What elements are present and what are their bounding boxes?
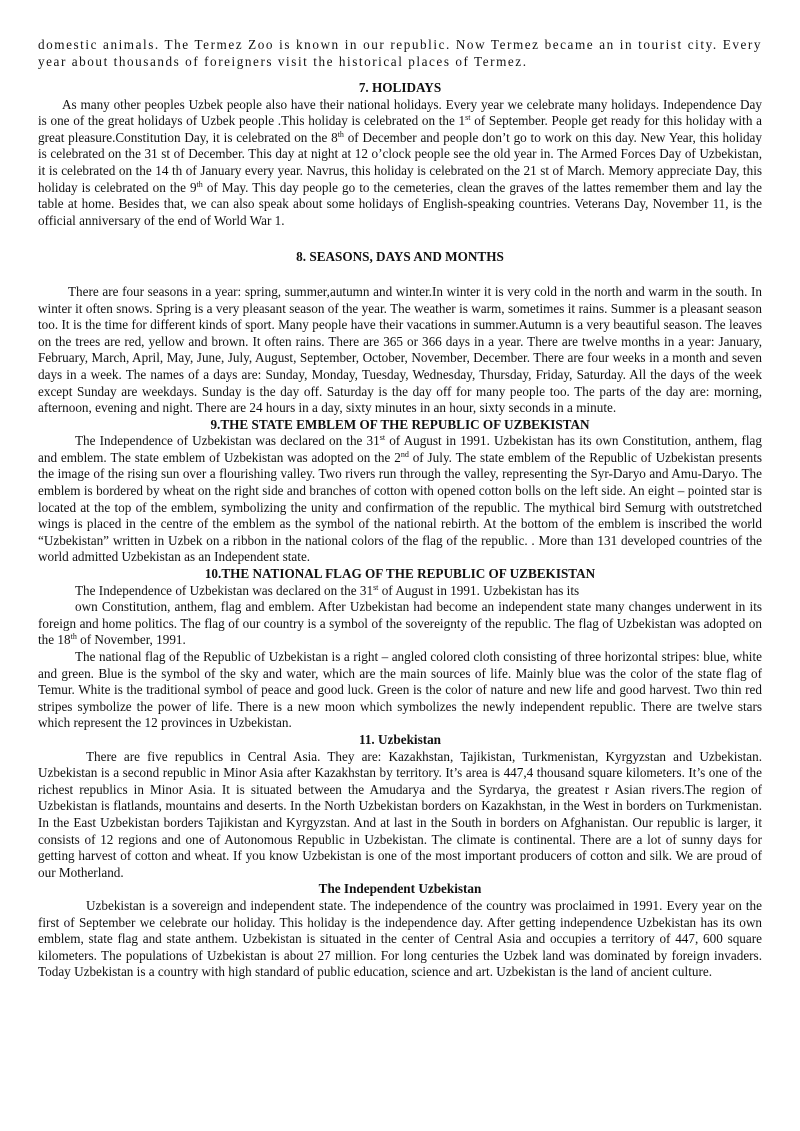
flag-paragraph-3: The national flag of the Republic of Uzbekistan is a right – angled colored cloth consisting of three horizontal stripes: blue, white and green. Blue is the symbol of the sky and water, which are the main sources of life. Mainly blue was the color of the state flag of Temur. White is the traditional symbol of peace and good luck. Green is the color of nature and new life and good harvest. Two thin red stripes symbolize the power of life. There is a new moon which symbolizes the newly independent republic. There are twelve stars which represent the 12 provinces in Uzbekistan.: [38, 649, 762, 731]
flag-sup-1: st: [373, 582, 379, 592]
independent-heading: The Independent Uzbekistan: [318, 881, 482, 897]
holidays-sup-2: th: [337, 129, 344, 139]
uzbekistan-paragraph: There are five republics in Central Asia. They are: Kazakhstan, Tajikistan, Turkmenistan, Kyrgyzstan and Uzbekistan. Uzbekistan is a second republic in Minor Asia after Kazakhstan by territory. It’s area is 447,4 thousand square kilometers. It’s one of the richest republics in Minor Asia. It is situated between the Amudarya and the Syrdarya, the greatest r Asian rivers.The region of Uzbekistan is flatlands, mountains and deserts. In the North Uzbekistan borders on Kazakhstan, in the West in borders on Turkmenistan. In the East Uzbekistan borders Tajikistan and Kyrgyzstan. And at last in the South in borders on Afghanistan. Our republic is larger, it consists of 12 regions and one of Autonomous Republic in Uzbekistan. The climate is continental. There are a lot of sunny days for getting harvest of cotton and wheat. If you know Uzbekistan is one of the most important producers of cotton and silk. We are proud of our Motherland.: [38, 748, 762, 880]
flag-paragraph-2: [38, 599, 762, 649]
independent-paragraph: Uzbekistan is a sovereign and independent state. The independence of the country was proclaimed in 1991. Every year on the first of September we celebrate our holiday. This holiday is the independence day. After getting independence Uzbekistan has its own emblem, state flag and state anthem. Uzbekistan is situated in the center of Central Asia and occupies a territory of 447, 600 square kilometers. The populations of Uzbekistan is about 27 million. For long centuries the Uzbek land was dominated by foreign invaders. Today Uzbekistan is a country with high standard of public education, science and art. Uzbekistan is the land of ancient culture.: [38, 897, 762, 980]
flag-text-2: of August in 1991. Uzbekistan has its: [378, 582, 580, 598]
uzbekistan-heading: 11. Uzbekistan: [358, 731, 442, 747]
holidays-sup-1: st: [465, 113, 471, 123]
holidays-text-1: As many other peoples Uzbek people also have their national holidays. Every year we celebrate many holidays. Independence Day is one of the great holidays of Uzbek people .This holiday is celebrated on the 1: [38, 96, 762, 129]
seasons-paragraph: There are four seasons in a year: spring, summer,autumn and winter.In winter it is very cold in the north and warm in the south. In winter it often snows. Spring is a very pleasant season of the year. The weather is warm, sometimes it rains. Summer is a pleasant season too. It is the time for different kinds of sport. Many people have their vacations in summer.Autumn is a very beautiful season. The leaves on the trees are red, yellow and brown. It often rains. There are 365 or 366 days in a year. There are twelve months in a year: January, February, March, April, May, June, July, August, September, October, November, December. There are four weeks in a month and seven days in a week. The names of a days are: Sunday, Monday, Tuesday, Wednesday, Thursday, Friday, Saturday. All the days of the week except Sunday are weekdays. Sunday is the day off. Saturday is the day off for many people too. The parts of the day are: morning, afternoon, evening and night. There are 24 hours in a day, sixty minutes in an hour, sixty seconds in a minute.: [38, 283, 762, 416]
flag-paragraph-1: [38, 583, 762, 600]
emblem-sup-1: st: [379, 433, 386, 443]
flag-heading: 10.THE NATIONAL FLAG OF THE REPUBLIC OF UZBEKISTAN: [204, 566, 596, 582]
emblem-text-2: of August in 1991. Uzbekistan has its own Constitution, anthem, flag and emblem. The state emblem of Uzbekistan was adopted on the 2: [38, 433, 762, 465]
seasons-heading: 8. SEASONS, DAYS AND MONTHS: [296, 249, 504, 265]
document-page: [38, 36, 762, 981]
holidays-heading: 7. HOLIDAYS: [358, 80, 442, 95]
holidays-text-2: of September. People get ready for this holiday with a great pleasure.Constitution Day, it is celebrated on the 8: [38, 113, 762, 145]
holidays-sup-3: th: [196, 179, 203, 189]
holidays-text-3: of December and people don’t go to work on this day. New Year, this holiday is celebrated on the 31 st of December. This day at night at 12 o’clock people see the old year in. The Armed Forces Day of Uzbekistan, it is celebrated on the 14 th of January every year. Navrus, this holiday is celebrated on the 21 st of March. Memory appreciate Day, this holiday is celebrated on the 9: [38, 129, 762, 195]
holidays-paragraph: [38, 97, 762, 230]
emblem-heading: 9.THE STATE EMBLEM OF THE REPUBLIC OF UZBEKISTAN: [210, 416, 590, 432]
emblem-paragraph: [38, 433, 762, 566]
holidays-text-4: of May. This day people go to the cemeteries, clean the graves of the lattes remember them and lay the table at home. Besides that, we can also speak about some holidays of English-speaking countries. Veterans Day, November 11, is the official anniversary of the end of World War 1.: [38, 179, 762, 228]
emblem-text-1: The Independence of Uzbekistan was declared on the 31: [75, 433, 380, 449]
flag-sup-2: th: [70, 632, 77, 642]
flag-text-3: own Constitution, anthem, flag and emblem. After Uzbekistan had become an independent state many changes underwent in its foreign and home politics. The flag of our country is a symbol of the sovereignty of the republic. The flag of Uzbekistan was adopted on the 18: [38, 599, 762, 648]
flag-text-4: of November, 1991.: [76, 632, 186, 648]
emblem-sup-2: nd: [400, 449, 409, 459]
flag-text-1: The Independence of Uzbekistan was declared on the 31: [75, 582, 374, 598]
intro-paragraph: domestic animals. The Termez Zoo is known in our republic. Now Termez became an in tourist city. Every year about thousands of foreigners visit the historical places of Termez.: [38, 37, 762, 69]
emblem-text-3: of July. The state emblem of the Republic of Uzbekistan presents the image of the rising sun over a flourishing valley. Two rivers run through the valley, representing the Syr-Daryo and Amu-Daryo. The emblem is bordered by wheat on the right side and branches of cotton with opened cotton bolls on the left side. An eight – pointed star is located at the top of the emblem, symbolizing the unity and confirmation of the republic. The mythical bird Semurg with outstretched wings is placed in the centre of the emblem as the symbol of the national rebirth. At the bottom of the emblem is inscribed the world “Uzbekistan” written in Uzbek on a ribbon in the national colors of the flag of the republic. . More than 131 developed countries of the world admitted Uzbekistan as an Independent state.: [38, 449, 762, 565]
